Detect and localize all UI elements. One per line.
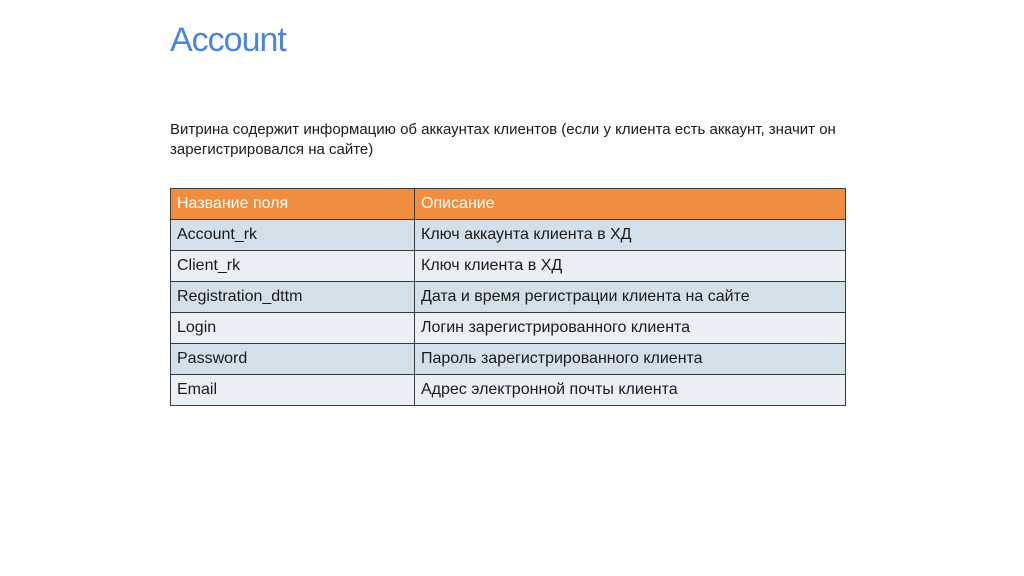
table-row — [171, 251, 846, 282]
description-cell: Логин зарегистрированного клиента — [415, 313, 846, 344]
header-field-name: Название поля — [171, 189, 415, 220]
field-name-cell: Login — [171, 313, 415, 344]
table-row — [171, 375, 846, 406]
description-cell: Ключ клиента в ХД — [415, 251, 846, 282]
description-cell: Ключ аккаунта клиента в ХД — [415, 220, 846, 251]
intro-text: Витрина содержит информацию об аккаунтах клиентов (если у клиента есть аккаунт, значит он зарегистрировался на сайте) — [170, 121, 836, 158]
table-row — [171, 282, 846, 313]
table-row — [171, 313, 846, 344]
description-cell: Дата и время регистрации клиента на сайте — [415, 282, 846, 313]
table-row — [171, 220, 846, 251]
page-title: Account — [170, 21, 286, 59]
header-description: Описание — [415, 189, 846, 220]
description-cell: Пароль зарегистрированного клиента — [415, 344, 846, 375]
fields-table — [170, 188, 846, 406]
field-name-cell: Client_rk — [171, 251, 415, 282]
field-name-cell: Account_rk — [171, 220, 415, 251]
field-name-cell: Password — [171, 344, 415, 375]
field-name-cell: Email — [171, 375, 415, 406]
description-cell: Адрес электронной почты клиента — [415, 375, 846, 406]
table-header-row — [171, 189, 846, 220]
table-row — [171, 344, 846, 375]
field-name-cell: Registration_dttm — [171, 282, 415, 313]
